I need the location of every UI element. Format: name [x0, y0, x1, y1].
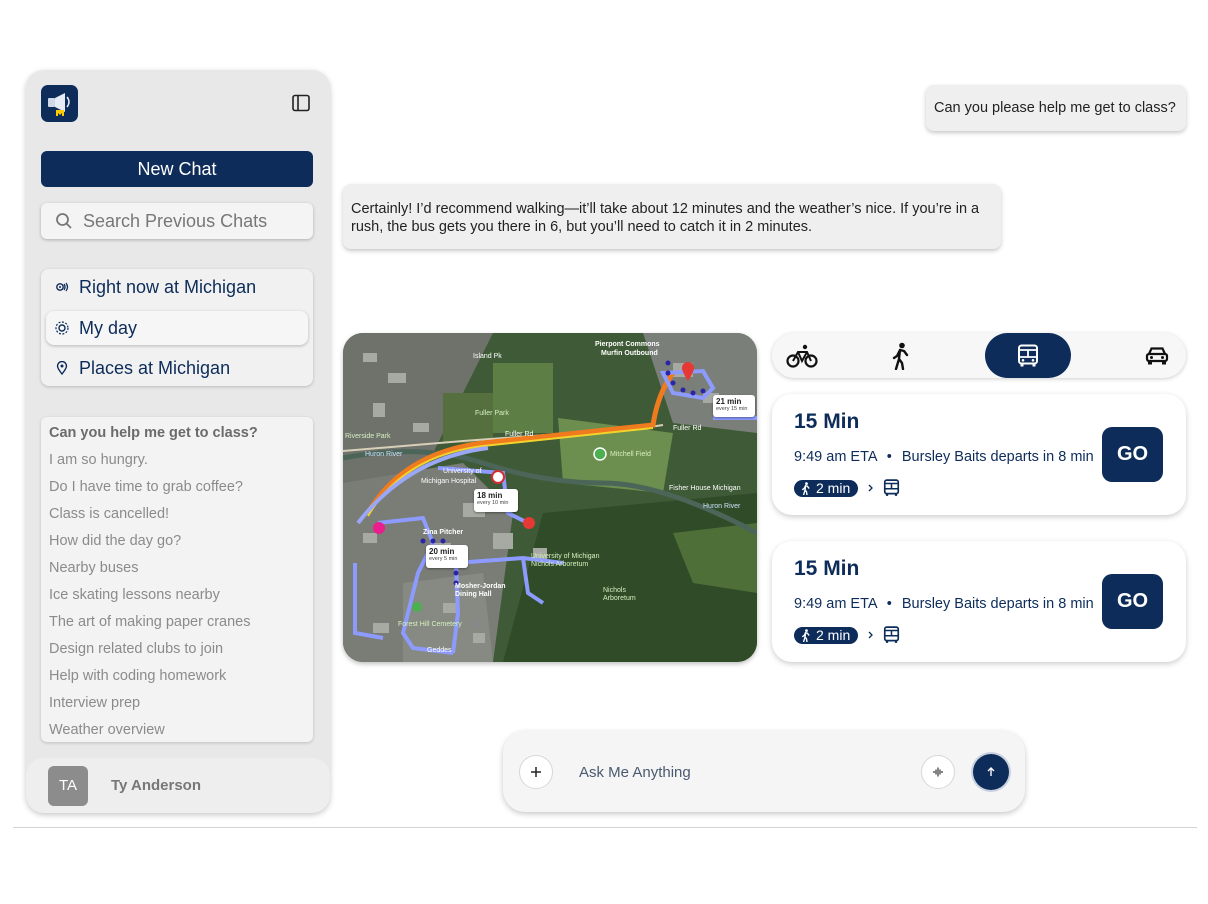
map-label: Fuller Park	[475, 410, 509, 417]
route-duration: 15 Min	[794, 557, 860, 580]
history-item[interactable]: The art of making paper cranes	[49, 614, 251, 630]
user-message: Can you please help me get to class?	[926, 85, 1186, 131]
route-duration: 15 Min	[794, 410, 860, 433]
callout-frequency: every 15 min	[716, 406, 748, 412]
transport-mode-selector	[772, 333, 1186, 378]
map-label: Huron River	[703, 503, 741, 510]
walking-icon	[801, 629, 811, 642]
history-item[interactable]: Design related clubs to join	[49, 641, 224, 657]
map-label: Forest Hill Cemetery	[398, 621, 462, 628]
search-icon	[55, 212, 73, 230]
bus-icon	[1017, 344, 1039, 368]
callout-time: 21 min	[716, 397, 742, 406]
plus-icon	[530, 766, 542, 778]
nav-item-label: Right now at Michigan	[79, 276, 257, 297]
message-input[interactable]	[579, 759, 899, 785]
satellite-map-image	[343, 333, 757, 662]
route-steps	[794, 626, 900, 644]
assistant-message: Certainly! I’d recommend walking—it’ll take about 12 minutes and the weather’s nice. If you’re in a rush, the bus gets you there in 6, but you’ll need to catch it in 2 minutes.	[343, 184, 1001, 249]
history-item[interactable]: Interview prep	[49, 695, 141, 711]
location-pin-icon	[55, 361, 69, 375]
voice-input-button[interactable]	[921, 755, 955, 789]
bus-icon	[883, 479, 900, 497]
route-departure: Bursley Baits departs in 8 min	[901, 449, 1094, 465]
history-item[interactable]: Class is cancelled!	[49, 506, 170, 522]
map-label: Mosher-Jordan Dining Hall	[455, 583, 506, 598]
separator-dot: •	[886, 596, 892, 612]
chevron-right-icon	[868, 631, 873, 639]
callout-time: 18 min	[477, 491, 503, 500]
map-label: University of Michigan Nichols Arboretum	[531, 553, 600, 568]
route-info	[794, 449, 1094, 465]
mode-walk[interactable]	[876, 333, 926, 378]
walking-icon	[891, 342, 911, 370]
route-option-card[interactable]	[772, 541, 1186, 662]
mode-bike[interactable]	[777, 333, 827, 378]
waveform-icon	[932, 766, 944, 778]
walk-step-time: 2 min	[816, 627, 851, 643]
callout-time: 20 min	[429, 547, 455, 556]
history-item[interactable]: Do I have time to grab coffee?	[49, 479, 243, 495]
route-callout[interactable]	[474, 489, 518, 512]
map-label: Riverside Park	[345, 433, 391, 440]
search-chats-field[interactable]	[41, 203, 313, 239]
megaphone-m-logo-icon	[45, 89, 75, 119]
arrow-up-icon	[985, 766, 997, 778]
car-icon	[1145, 346, 1169, 366]
route-option-card[interactable]	[772, 394, 1186, 515]
mode-bus[interactable]	[985, 333, 1071, 378]
bus-icon	[883, 626, 900, 644]
send-button[interactable]	[973, 754, 1009, 790]
sidebar	[26, 70, 330, 813]
chat-history-list	[41, 417, 313, 742]
history-item[interactable]: I am so hungry.	[49, 452, 148, 468]
new-chat-button[interactable]: New Chat	[41, 151, 313, 187]
user-name: Ty Anderson	[111, 777, 202, 794]
user-profile[interactable]	[26, 758, 330, 813]
nav-menu	[41, 269, 313, 386]
separator-dot: •	[886, 449, 892, 465]
history-item[interactable]: Ice skating lessons nearby	[49, 587, 220, 603]
route-callout[interactable]	[713, 395, 755, 417]
map-label: University of	[443, 468, 482, 475]
route-map[interactable]	[343, 333, 757, 662]
chevron-right-icon	[868, 484, 873, 492]
map-label: Zina Pitcher	[423, 529, 464, 536]
walking-icon	[801, 482, 811, 495]
nav-item-places[interactable]	[46, 351, 308, 385]
walk-step-pill	[794, 480, 858, 497]
history-item[interactable]: Help with coding homework	[49, 668, 227, 684]
map-label: Huron River	[365, 451, 403, 458]
sidebar-toggle-icon[interactable]	[292, 94, 310, 112]
history-item[interactable]: Weather overview	[49, 722, 165, 738]
search-chats-input[interactable]	[83, 211, 293, 232]
map-label: Island Pk	[473, 353, 502, 360]
history-item[interactable]: Can you help me get to class?	[49, 425, 258, 441]
map-label: Fisher House Michigan	[669, 485, 741, 492]
sun-icon	[55, 321, 69, 335]
nav-item-my-day[interactable]	[46, 311, 308, 345]
add-attachment-button[interactable]	[519, 755, 553, 789]
walk-step-pill	[794, 627, 858, 644]
nav-item-label: Places at Michigan	[79, 357, 231, 378]
map-label: Pierpont Commons	[595, 341, 660, 348]
route-eta: 9:49 am ETA	[794, 449, 877, 465]
map-label: Fuller Rd	[505, 431, 534, 438]
map-label: Geddes	[427, 647, 452, 654]
callout-frequency: every 5 min	[429, 556, 458, 562]
map-label: Fuller Rd	[673, 425, 702, 432]
history-item[interactable]: Nearby buses	[49, 560, 139, 576]
nav-item-right-now[interactable]	[46, 270, 308, 304]
app-logo	[41, 85, 78, 122]
route-callout[interactable]	[426, 545, 468, 568]
map-label: Murfin Outbound	[601, 350, 658, 357]
route-departure: Bursley Baits departs in 8 min	[901, 596, 1094, 612]
route-steps	[794, 479, 900, 497]
map-label: Mitchell Field	[610, 451, 651, 458]
avatar[interactable]: TA	[48, 766, 88, 806]
route-eta: 9:49 am ETA	[794, 596, 877, 612]
walk-step-time: 2 min	[816, 480, 851, 496]
bicycle-icon	[786, 343, 818, 369]
go-button[interactable]: GO	[1102, 574, 1163, 629]
live-icon	[55, 280, 69, 294]
go-button[interactable]: GO	[1102, 427, 1163, 482]
callout-frequency: every 10 min	[477, 500, 509, 506]
route-info	[794, 596, 1094, 612]
mode-car[interactable]	[1132, 333, 1182, 378]
history-item[interactable]: How did the day go?	[49, 533, 182, 549]
message-composer	[503, 731, 1025, 812]
map-label: Nichols Arboretum	[603, 587, 636, 602]
page-divider	[13, 827, 1197, 828]
map-label: Michigan Hospital	[421, 478, 477, 485]
nav-item-label: My day	[79, 317, 138, 338]
